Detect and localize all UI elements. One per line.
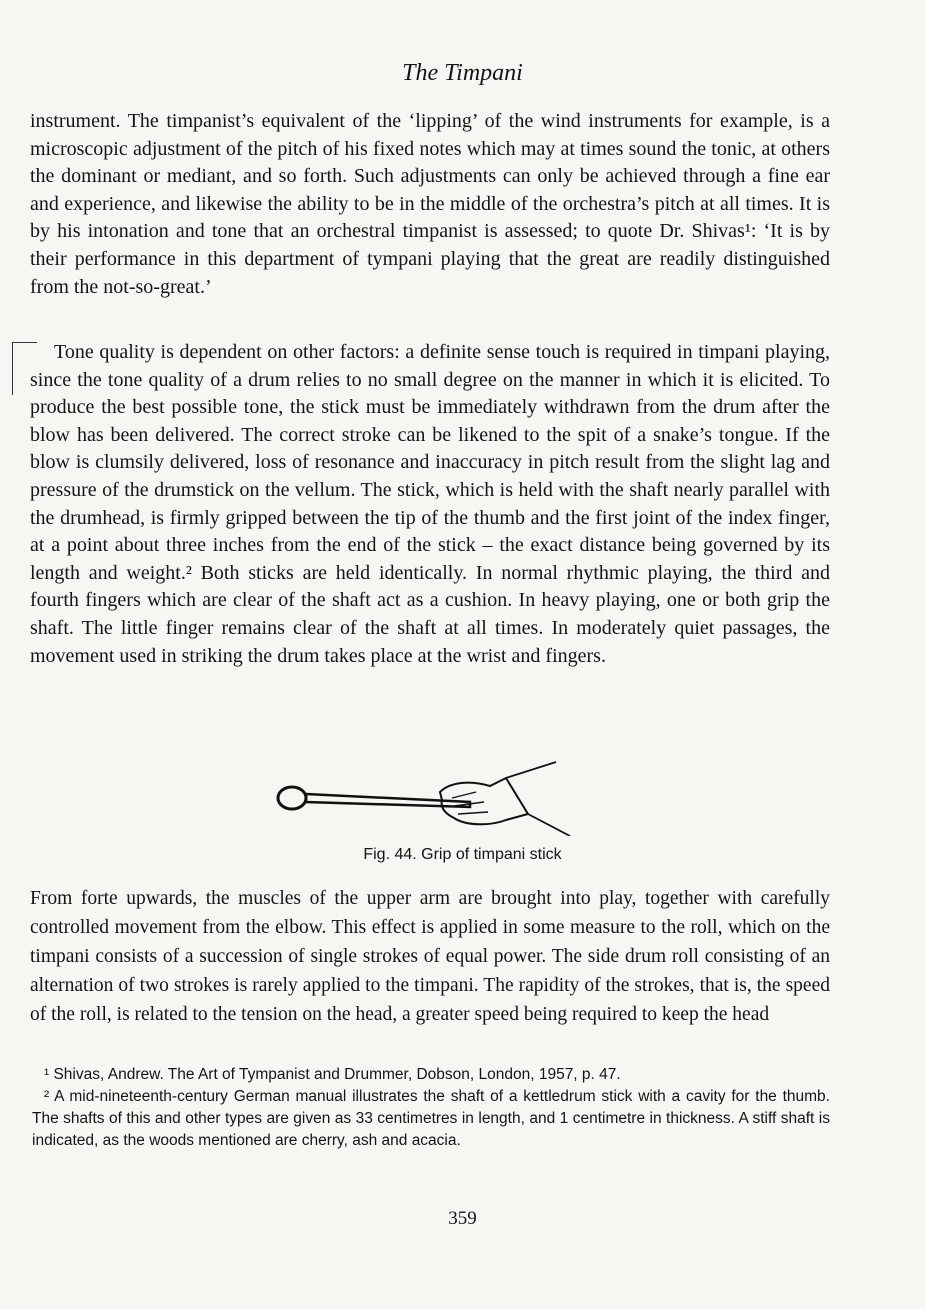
hand-holding-stick-icon <box>270 756 580 836</box>
stick-grip-illustration <box>270 756 580 836</box>
figure-caption: Fig. 44. Grip of timpani stick <box>363 846 562 863</box>
paragraph-2: Tone quality is dependent on other factors: a definite sense touch is required in timpani playing, since the tone quality of a drum relies to no small degree on the manner in which it is elicited. To produce the best possible tone, the stick must be immediately withdrawn from the drum after the blow has been delivered. The correct stroke can be likened to the spit of a snake’s tongue. If the blow is clumsily delivered, loss of resonance and inaccuracy in pitch result from the slight lag and pressure of the drumstick on the vellum. The stick, which is held with the shaft nearly parallel with the drumhead, is firmly gripped between the tip of the thumb and the first joint of the index finger, at a point about three inches from the end of the stick – the exact distance being governed by its length and weight.² Both sticks are held identically. In normal rhythmic playing, the third and fourth fingers which are clear of the shaft act as a cushion. In heavy playing, one or both grip the shaft. The little finger remains clear of the shaft at all times. In moderately quiet passages, the movement used in striking the drum takes place at the wrist and fingers. <box>30 341 830 667</box>
paragraph-1: instrument. The timpanist’s equivalent of the ‘lipping’ of the wind instruments for example, is a microscopic adjustment of the pitch of his fixed notes which may at times sound the tonic, at others the dominant or mediant, and so forth. Such adjustments can only be achieved through a fine ear and experience, and likewise the ability to be in the middle of the orchestra’s pitch at all times. It is by his intonation and tone that an orchestral timpanist is assessed; to quote Dr. Shivas¹: ‘It is by their performance in this department of tympani playing that the great are readily distinguished from the not-so-great.’ <box>30 110 830 298</box>
footnotes <box>32 1064 830 1152</box>
footnote-2: ² A mid-nineteenth-century German manual illustrates the shaft of a kettledrum stick with a cavity for the thumb. The shafts of this and other types are given as 33 centimetres in length, and 1 centimetre in thickness. A stiff shaft is indicated, as the woods mentioned are cherry, ash and acacia. <box>32 1088 830 1149</box>
footnote-1: ¹ Shivas, Andrew. The Art of Tympanist and Drummer, Dobson, London, 1957, p. 47. <box>44 1066 621 1083</box>
page-number: 359 <box>448 1208 477 1229</box>
paragraph-3-block <box>30 884 830 1029</box>
paragraph-2-block <box>30 339 830 670</box>
paragraph-1-block <box>30 108 830 301</box>
paragraph-3: From forte upwards, the muscles of the upper arm are brought into play, together with carefully controlled movement from the elbow. This effect is applied in some measure to the roll, which on the timpani consists of a succession of single strokes of equal power. The side drum roll consisting of an alternation of two strokes is rarely applied to the timpani. The rapidity of the strokes, that is, the speed of the roll, is related to the tension on the head, a greater speed being required to keep the head <box>30 888 830 1025</box>
page-title: The Timpani <box>402 60 523 86</box>
